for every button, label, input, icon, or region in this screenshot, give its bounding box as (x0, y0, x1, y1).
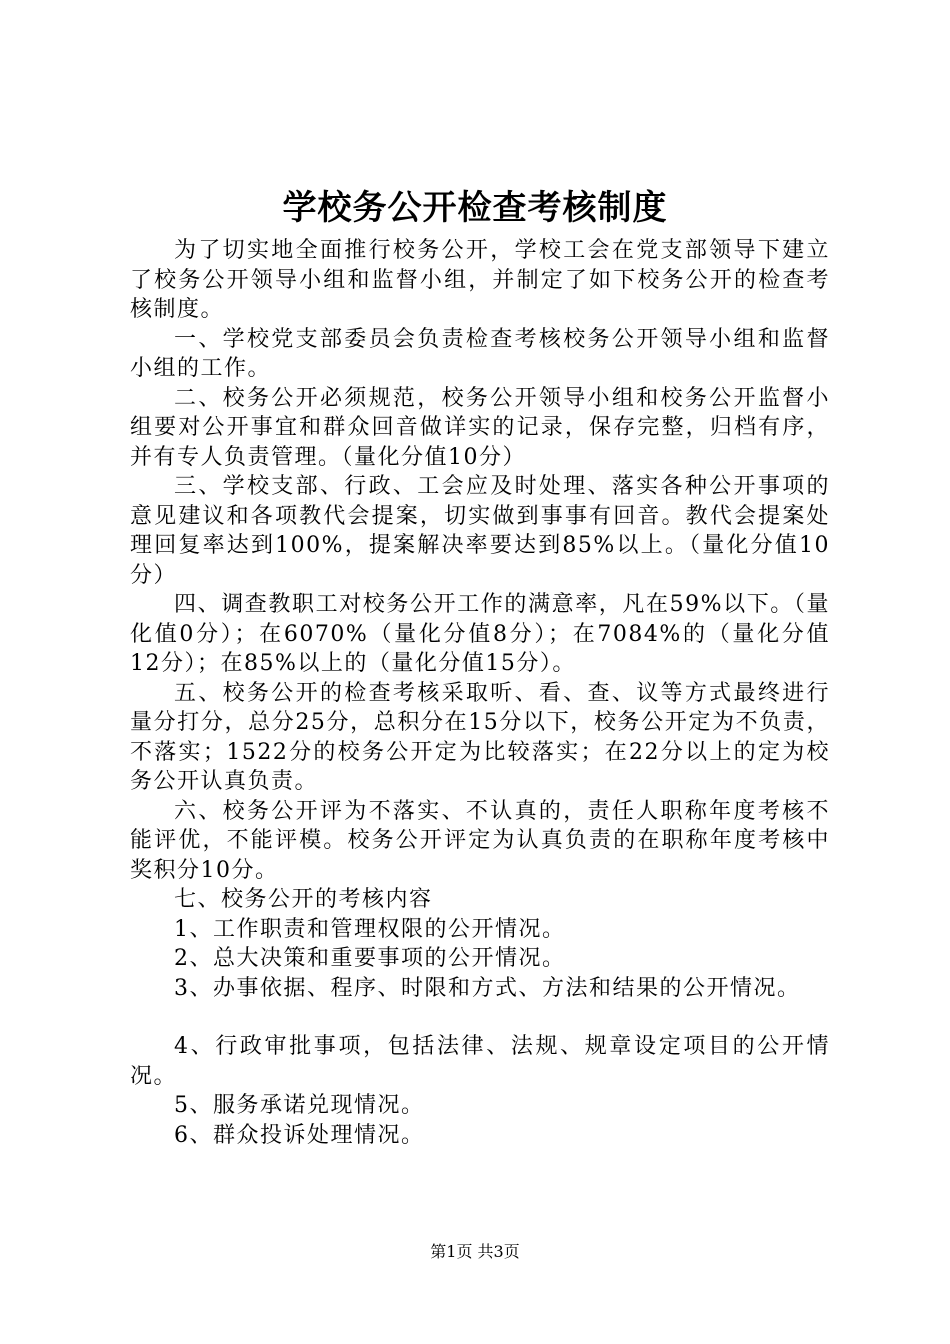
content-item-6: 6、群众投诉处理情况。 (174, 1122, 425, 1148)
document-title: 学校务公开检查考核制度 (282, 188, 668, 228)
content-item-3: 3、办事依据、程序、时限和方式、方法和结果的公开情况。 (174, 975, 801, 1001)
content-item-2: 2、总大决策和重要事项的公开情况。 (174, 946, 566, 971)
content-item-1: 1、工作职责和管理权限的公开情况。 (174, 916, 566, 942)
clause-4-paragraph: 四、调查教职工对校务公开工作的满意率，凡在59%以下。（量化值0分）；在6070%（量化分值8分）；在7084%的（量化分值12分）；在85%以上的（量化分值15分）。 (130, 592, 830, 676)
clause-2-paragraph: 二、校务公开必须规范，校务公开领导小组和校务公开监督小组要对公开事宜和群众回音做详实的记录，保存完整，归档有序，并有专人负责管理。（量化分值10分） (130, 385, 830, 470)
clause-5-paragraph: 五、校务公开的检查考核采取听、看、查、议等方式最终进行量分打分，总分25分，总积分在15分以下，校务公开定为不负责，不落实；1522分的校务公开定为比较落实；在22分以上的定为校务公开认真负责。 (130, 680, 830, 794)
document-body (130, 236, 830, 1150)
clause-1-paragraph: 一、学校党支部委员会负责检查考核校务公开领导小组和监督小组的工作。 (130, 326, 830, 381)
clause-3-paragraph: 三、学校支部、行政、工会应及时处理、落实各种公开事项的意见建议和各项教代会提案，切实做到事事有回音。教代会提案处理回复率达到100%，提案解决率要达到85%以上。（量化分值10分） (130, 474, 830, 588)
clause-6-paragraph: 六、校务公开评为不落实、不认真的，责任人职称年度考核不能评优，不能评模。校务公开评定为认真负责的在职称年度考核中奖积分10分。 (130, 798, 830, 883)
content-item-5: 5、服务承诺兑现情况。 (174, 1093, 425, 1118)
clause-7-heading: 七、校务公开的考核内容 (174, 887, 433, 912)
page-footer: 第1页 共3页 (430, 1242, 520, 1261)
content-item-4: 4、行政审批事项，包括法律、法规、规章设定项目的公开情况。 (130, 1034, 830, 1089)
intro-paragraph: 为了切实地全面推行校务公开，学校工会在党支部领导下建立了校务公开领导小组和监督小组，并制定了如下校务公开的检查考核制度。 (130, 238, 830, 322)
